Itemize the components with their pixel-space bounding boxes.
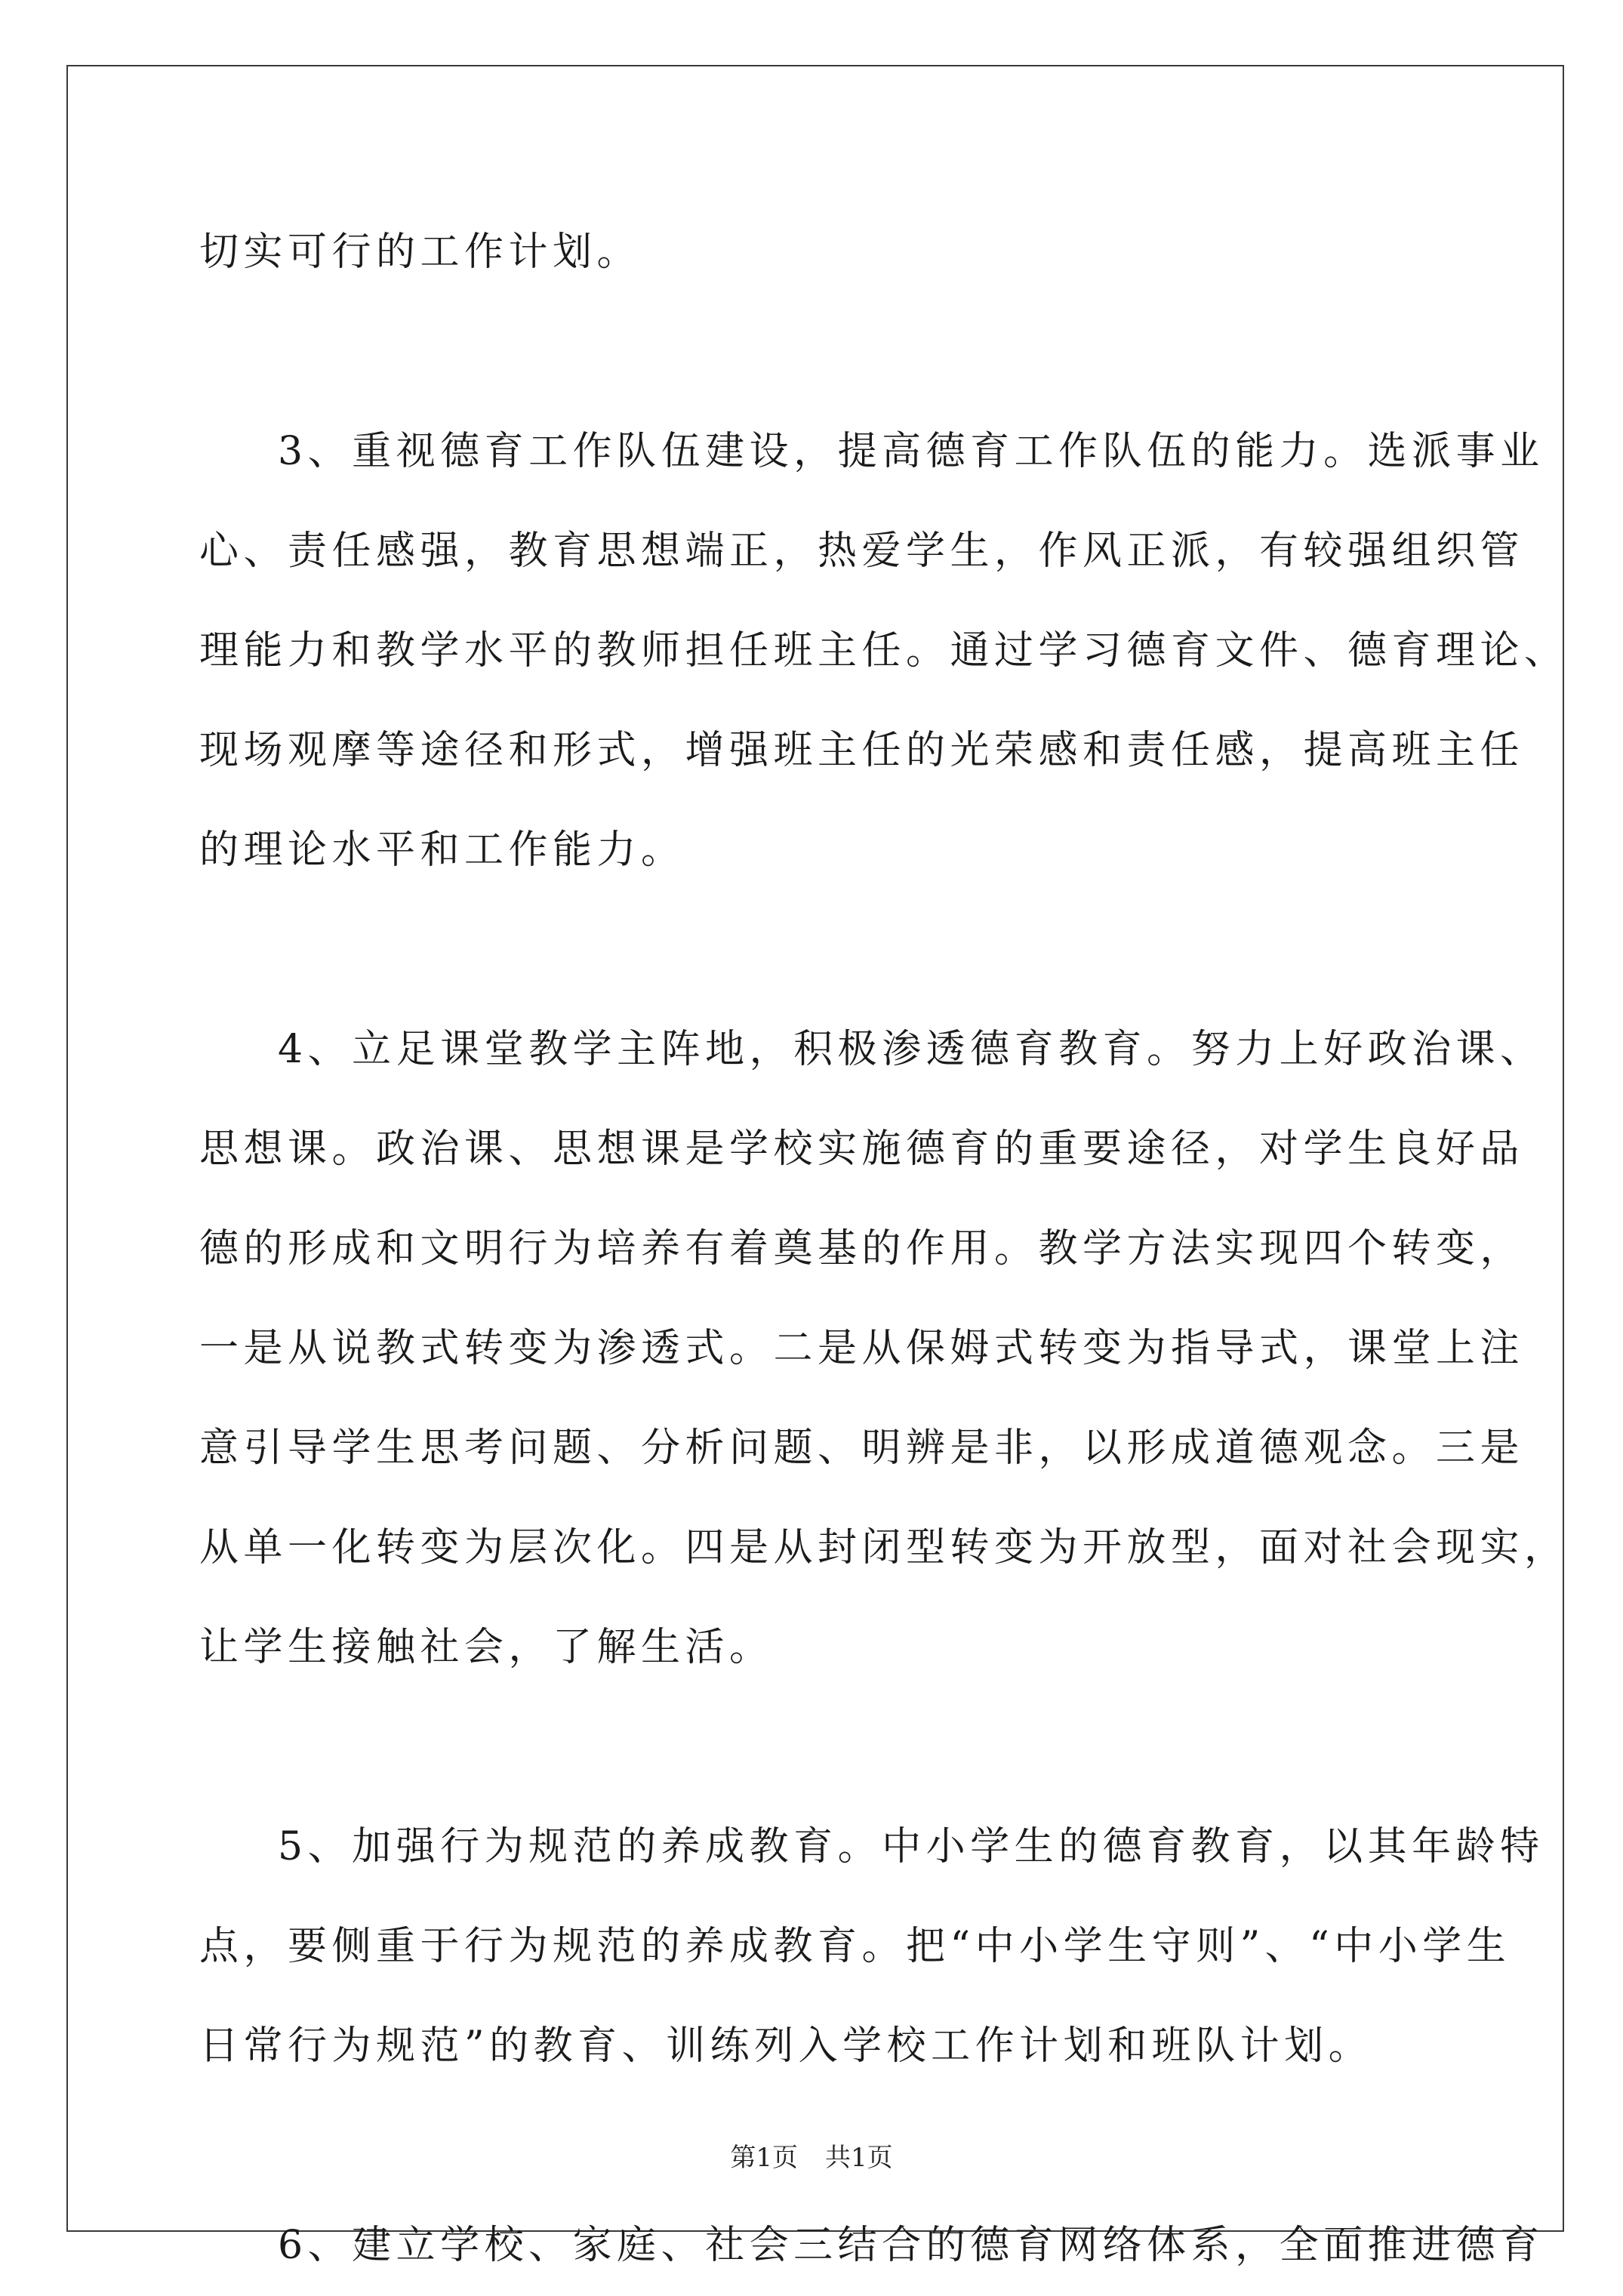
text-line: 日常行为规范”的教育、训练列入学校工作计划和班队计划。 xyxy=(199,2023,1373,2069)
text-line: 切实可行的工作计划。 xyxy=(199,230,642,275)
page-total: 共1页 xyxy=(825,2143,893,2173)
text-line: 思想课。政治课、思想课是学校实施德育的重要途径，对学生良好品 xyxy=(199,1126,1525,1172)
document-body xyxy=(199,202,1569,2295)
text-line: 从单一化转变为层次化。四是从封闭型转变为开放型，面对社会现实， xyxy=(199,1525,1569,1570)
text-line: 的理论水平和工作能力。 xyxy=(199,827,685,873)
text-line: 德的形成和文明行为培养有着奠基的作用。教学方法实现四个转变， xyxy=(199,1226,1525,1271)
paragraph-5-line-1: 5、加强行为规范的养成教育。中小学生的德育教育，以其年龄特 xyxy=(278,1824,1544,1869)
text-line: 一是从说教式转变为渗透式。二是从保姆式转变为指导式，课堂上注 xyxy=(199,1326,1525,1371)
text-line: 让学生接触社会，了解生活。 xyxy=(199,1625,774,1670)
text-line: 点，要侧重于行为规范的养成教育。把“中小学生守则”、“中小学生 xyxy=(199,1924,1511,1969)
paragraph-gap xyxy=(199,302,1437,402)
paragraph-6-line-1: 6、建立学校、家庭、社会三结合的德育网络体系，全面推进德育 xyxy=(278,2223,1544,2268)
paragraph-3-line-1: 3、重视德育工作队伍建设，提高德育工作队伍的能力。选派事业 xyxy=(278,429,1544,474)
text-line: 理能力和教学水平的教师担任班主任。通过学习德育文件、德育理论、 xyxy=(199,628,1569,673)
paragraph-gap xyxy=(199,900,1437,1000)
text-line: 现场观摩等途径和形式，增强班主任的光荣感和责任感，提高班主任 xyxy=(199,728,1525,773)
page-number: 第1页 xyxy=(730,2143,798,2173)
page-footer xyxy=(0,2143,1623,2173)
text-line: 意引导学生思考问题、分析问题、明辨是非，以形成道德观念。三是 xyxy=(199,1425,1525,1471)
paragraph-4-line-1: 4、立足课堂教学主阵地，积极渗透德育教育。努力上好政治课、 xyxy=(278,1027,1544,1072)
text-line: 心、责任感强，教育思想端正，热爱学生，作风正派，有较强组织管 xyxy=(199,529,1525,574)
paragraph-gap xyxy=(199,1697,1437,1797)
